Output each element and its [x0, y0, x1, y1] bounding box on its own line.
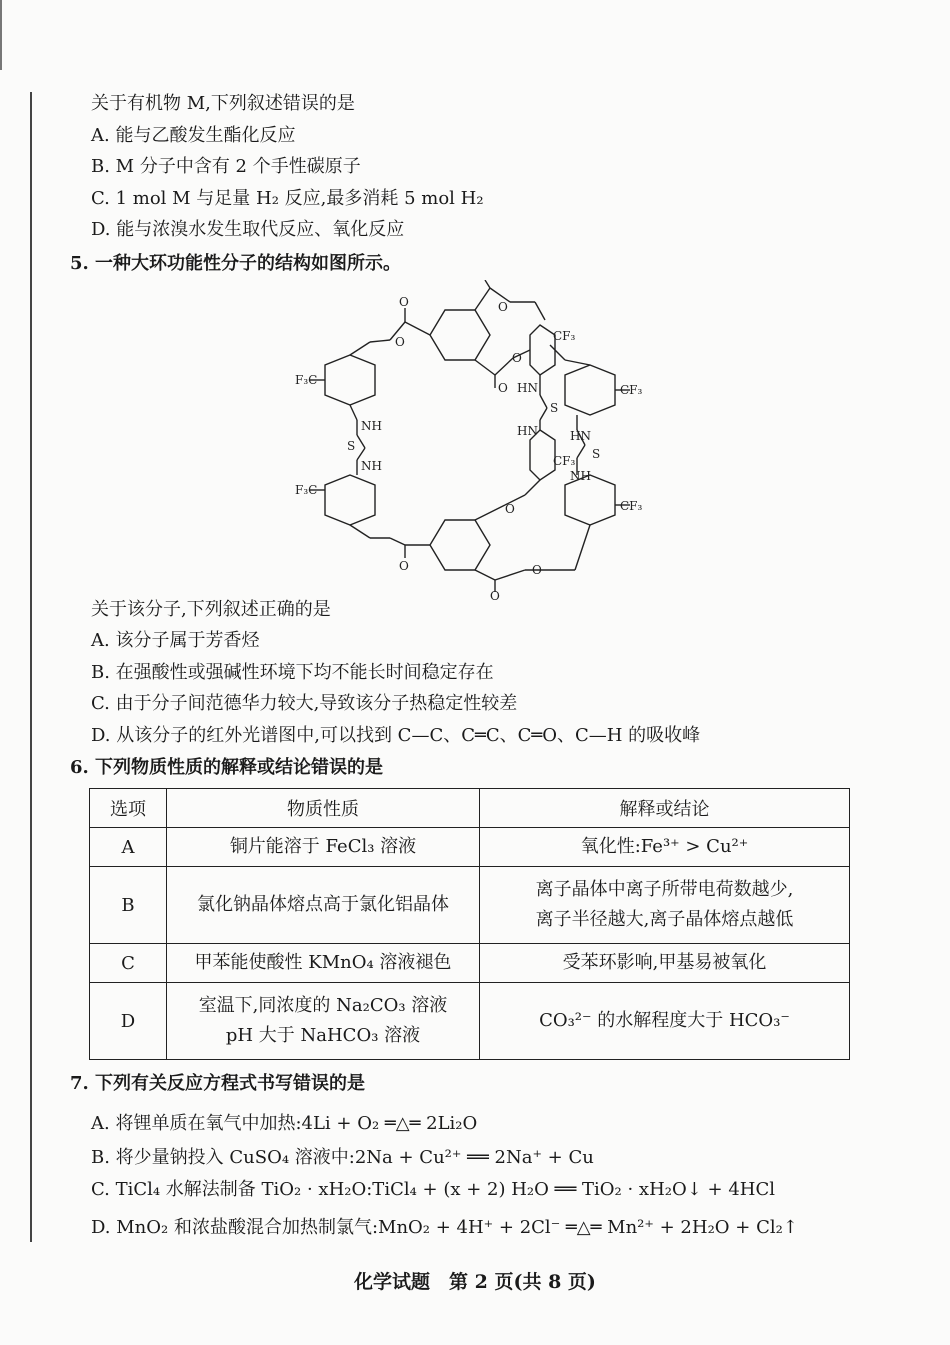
- row-c-property: [167, 944, 480, 983]
- table-row: [90, 867, 850, 944]
- row-b-explanation: [480, 867, 850, 944]
- cell-line: 离子晶体中离子所带电荷数越少,: [535, 879, 794, 900]
- cell-line: 室温下,同浓度的 Na₂CO₃ 溶液: [198, 995, 448, 1016]
- row-c-option: C: [90, 944, 167, 983]
- label-o-1: O: [498, 300, 508, 314]
- label-o-7: O: [399, 559, 409, 573]
- q5-option-d: D. 从该分子的红外光谱图中,可以找到 C—C、C═C、C═O、C—H 的吸收峰: [91, 725, 701, 746]
- inner-upper-benzene-ring: [530, 325, 555, 375]
- label-f3c-2: F₃C: [295, 483, 318, 497]
- label-nh-1: NH: [361, 419, 382, 433]
- cell-line: 离子半径越大,离子晶体熔点越低: [535, 909, 794, 930]
- cell-line: pH 大于 NaHCO₃ 溶液: [225, 1025, 421, 1046]
- q4-stem: 关于有机物 M,下列叙述错误的是: [91, 93, 355, 114]
- cell-line: 铜片能溶于 FeCl₃ 溶液: [229, 836, 417, 857]
- header-explanation: 解释或结论: [480, 789, 850, 828]
- cell-line: CO₃²⁻ 的水解程度大于 HCO₃⁻: [539, 1010, 790, 1031]
- label-o-8: O: [490, 589, 500, 600]
- label-hn-1: HN: [517, 381, 538, 395]
- left-lower-benzene-ring: [325, 475, 375, 525]
- header-option: 选项: [90, 789, 167, 828]
- label-o-2: O: [399, 295, 409, 309]
- label-cf3-1: CF₃: [553, 329, 576, 343]
- label-o-5: O: [512, 351, 522, 365]
- label-hn-3: HN: [570, 429, 591, 443]
- q5-stem: 关于该分子,下列叙述正确的是: [91, 599, 331, 620]
- q4-option-d: D. 能与浓溴水发生取代反应、氧化反应: [91, 219, 405, 240]
- q5-option-a: A. 该分子属于芳香烃: [91, 630, 260, 651]
- label-o-9: O: [532, 563, 542, 577]
- header-property: 物质性质: [167, 789, 480, 828]
- label-o-3: O: [395, 335, 405, 349]
- cell-line: 氧化性:Fe³⁺ > Cu²⁺: [580, 836, 749, 857]
- macrocycle-structure-figure: [295, 280, 675, 600]
- label-cf3-4: CF₃: [620, 499, 643, 513]
- left-upper-benzene-ring: [325, 355, 375, 405]
- table-row: [90, 944, 850, 983]
- q4-option-a: A. 能与乙酸发生酯化反应: [91, 125, 296, 146]
- row-a-property: [167, 828, 480, 867]
- label-f3c-1: F₃C: [295, 373, 318, 387]
- table-row: [90, 828, 850, 867]
- q7-option-b: B. 将少量钠投入 CuSO₄ 溶液中:2Na + Cu²⁺ ══ 2Na⁺ + Cu: [91, 1147, 594, 1168]
- cell-line: 甲苯能使酸性 KMnO₄ 溶液褪色: [194, 952, 452, 973]
- row-b-option: B: [90, 867, 167, 944]
- q5-option-b: B. 在强酸性或强碱性环境下均不能长时间稳定存在: [91, 662, 494, 683]
- q7-title: 7. 下列有关反应方程式书写错误的是: [70, 1073, 366, 1094]
- q5-title: 5. 一种大环功能性分子的结构如图所示。: [70, 253, 402, 274]
- q6-title: 6. 下列物质性质的解释或结论错误的是: [70, 757, 384, 778]
- binding-line: [30, 92, 32, 1242]
- right-upper-benzene-ring: [565, 365, 615, 415]
- page-edge-mark: [0, 0, 2, 70]
- q7-option-d: D. MnO₂ 和浓盐酸混合加热制氯气:MnO₂ + 4H⁺ + 2Cl⁻ ═△═ Mn²⁺ + 2H₂O + Cl₂↑: [91, 1217, 798, 1238]
- label-o-6: O: [505, 502, 515, 516]
- q4-option-b: B. M 分子中含有 2 个手性碳原子: [91, 156, 361, 177]
- label-cf3-2: CF₃: [620, 383, 643, 397]
- cell-line: 受苯环影响,甲基易被氧化: [562, 952, 767, 973]
- label-nh-2: NH: [361, 459, 382, 473]
- label-s-2: S: [550, 401, 559, 415]
- q5-option-c: C. 由于分子间范德华力较大,导致该分子热稳定性较差: [91, 693, 518, 714]
- label-hn-2: HN: [517, 424, 538, 438]
- row-d-property: [167, 983, 480, 1060]
- label-cf3-3: CF₃: [553, 454, 576, 468]
- row-a-explanation: [480, 828, 850, 867]
- row-a-option: A: [90, 828, 167, 867]
- label-s-1: S: [347, 439, 356, 453]
- label-nh-3: NH: [570, 469, 591, 483]
- row-d-explanation: [480, 983, 850, 1060]
- cell-line: 氯化钠晶体熔点高于氯化铝晶体: [197, 894, 449, 915]
- table-row: [90, 983, 850, 1060]
- page-footer: 化学试题 第 2 页(共 8 页): [354, 1271, 596, 1293]
- row-b-property: [167, 867, 480, 944]
- label-s-3: S: [592, 447, 601, 461]
- label-o-4: O: [498, 381, 508, 395]
- q4-option-c: C. 1 mol M 与足量 H₂ 反应,最多消耗 5 mol H₂: [91, 188, 484, 209]
- q7-option-c: C. TiCl₄ 水解法制备 TiO₂ · xH₂O:TiCl₄ + (x + 2) H₂O ══ TiO₂ · xH₂O↓ + 4HCl: [91, 1179, 776, 1200]
- row-c-explanation: [480, 944, 850, 983]
- row-d-option: D: [90, 983, 167, 1060]
- bottom-benzene-ring: [430, 520, 490, 570]
- q7-option-a: A. 将锂单质在氧气中加热:4Li + O₂ ═△═ 2Li₂O: [91, 1113, 478, 1134]
- top-benzene-ring: [430, 310, 490, 360]
- q6-table: [89, 788, 850, 1060]
